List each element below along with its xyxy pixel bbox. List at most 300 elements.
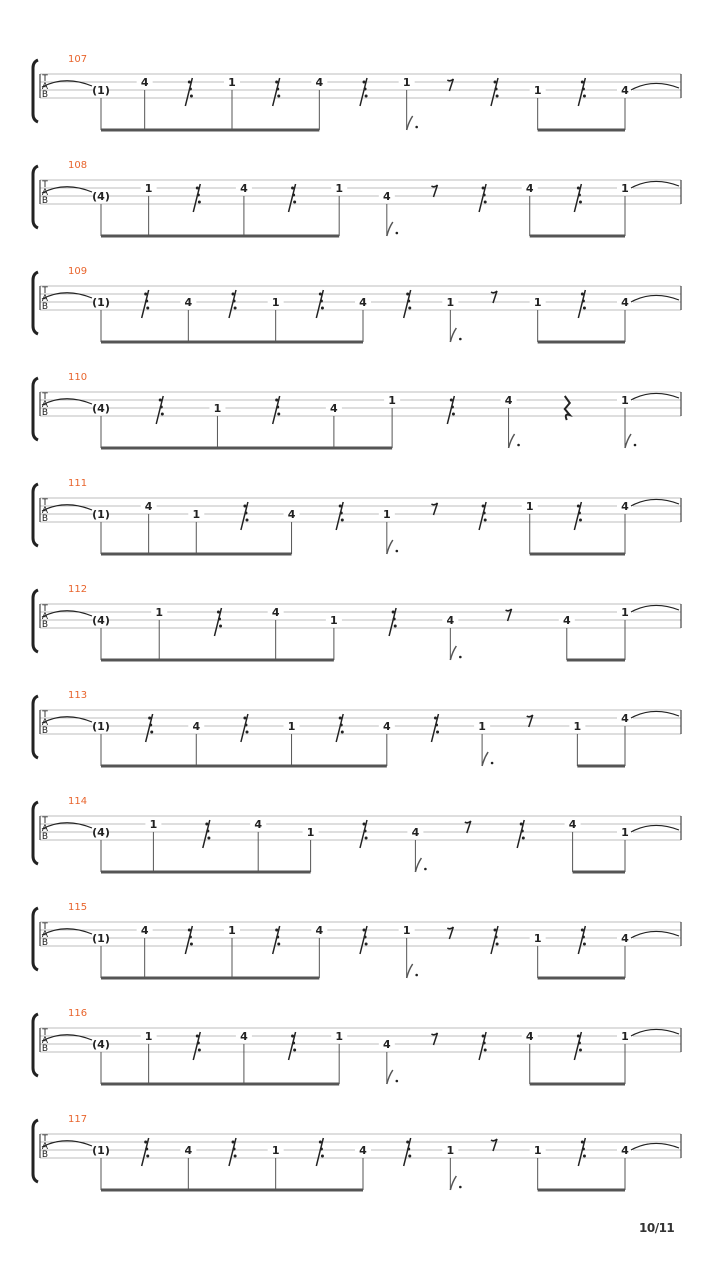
measure-number: 110 xyxy=(68,372,88,383)
tab-clef-letter: A xyxy=(41,506,49,516)
rest-dot xyxy=(364,88,367,91)
rest-dot xyxy=(276,936,279,939)
dot xyxy=(415,126,418,129)
tab-clef-letter: T xyxy=(42,392,48,402)
rest-dot xyxy=(190,95,193,98)
fret-number: 1 xyxy=(478,720,486,733)
rest-dot xyxy=(292,194,295,197)
rest-8 xyxy=(431,1033,437,1045)
rest-dot xyxy=(365,837,368,840)
rest-dot xyxy=(363,81,366,84)
tie-out xyxy=(631,295,679,302)
dot xyxy=(459,656,462,659)
rest-dot xyxy=(583,307,586,310)
fret-number: 4 xyxy=(621,932,629,945)
measure-number: 108 xyxy=(68,160,88,171)
tab-clef-letter: T xyxy=(42,604,48,614)
rest-dot xyxy=(246,519,249,522)
rest-dot xyxy=(583,1155,586,1158)
rest-8 xyxy=(506,609,512,621)
tab-clef-letter: A xyxy=(41,612,49,622)
rest-dot xyxy=(495,936,498,939)
fret-number: 4 xyxy=(240,182,248,195)
rest-dot xyxy=(577,505,580,508)
fret-number: 4 xyxy=(144,500,153,513)
rest-dot xyxy=(217,611,220,614)
fret-number: 4 xyxy=(359,296,367,309)
tab-clef-letter: A xyxy=(41,82,49,92)
tab-clef-letter: B xyxy=(41,1150,49,1160)
dot xyxy=(415,974,418,977)
rest-dot xyxy=(277,413,280,416)
rest-8 xyxy=(527,715,533,727)
rest-dot xyxy=(406,1141,409,1144)
rest-dot xyxy=(232,293,235,296)
rest-dot xyxy=(198,201,201,204)
tab-clef-letter: A xyxy=(41,188,49,198)
rest-dot xyxy=(188,81,191,84)
rest-8 xyxy=(491,291,497,303)
system-bracket xyxy=(33,802,38,864)
note-flag xyxy=(509,434,515,448)
rest-dot xyxy=(365,943,368,946)
rest-dot xyxy=(219,625,222,628)
rest-dot xyxy=(452,413,455,416)
rest-dot xyxy=(275,399,278,402)
rest-dot xyxy=(233,1148,236,1151)
fret-number: (4) xyxy=(92,190,110,203)
fret-number: 4 xyxy=(562,614,571,627)
tab-clef-letter: T xyxy=(42,1028,48,1038)
rest-dot xyxy=(320,300,323,303)
tab-system xyxy=(33,478,681,554)
dot xyxy=(517,444,520,447)
rest-dot xyxy=(520,823,523,826)
fret-number: 1 xyxy=(271,296,280,309)
rest-dot xyxy=(581,81,584,84)
rest-dot xyxy=(291,187,294,190)
tie-out xyxy=(631,1029,679,1036)
rest-8 xyxy=(447,927,453,939)
rest-dot xyxy=(144,1141,147,1144)
system-bracket xyxy=(33,590,38,652)
system-bracket xyxy=(33,1014,38,1076)
rest-dot xyxy=(341,519,344,522)
rest-dot xyxy=(406,293,409,296)
tab-clef-letter: B xyxy=(41,408,49,418)
tie-out xyxy=(631,605,679,612)
rest-dot xyxy=(145,300,148,303)
rest-dot xyxy=(393,618,396,621)
rest-dot xyxy=(232,1141,235,1144)
rest-dot xyxy=(578,512,581,515)
rest-dot xyxy=(233,300,236,303)
tab-clef-letter: B xyxy=(41,302,49,312)
rest-dot xyxy=(363,929,366,932)
rest-dot xyxy=(579,201,582,204)
note-flag xyxy=(482,752,488,766)
rest-dot xyxy=(582,936,585,939)
rest-dot xyxy=(243,717,246,720)
rest-dot xyxy=(483,512,486,515)
rest-dot xyxy=(159,399,162,402)
rest-dot xyxy=(363,823,366,826)
fret-number: 4 xyxy=(315,924,324,937)
system-bracket xyxy=(33,378,38,440)
rest-dot xyxy=(579,1049,582,1052)
fret-number: 4 xyxy=(184,296,193,309)
tab-system xyxy=(33,266,681,342)
rest-dot xyxy=(218,618,221,621)
rest-dot xyxy=(161,413,164,416)
fret-number: (4) xyxy=(92,614,110,627)
fret-number: 4 xyxy=(382,190,391,203)
rest-dot xyxy=(341,731,344,734)
tab-system xyxy=(33,690,681,766)
rest-dot xyxy=(189,88,192,91)
fret-number: 4 xyxy=(140,924,149,937)
rest-dot xyxy=(206,830,209,833)
rest-dot xyxy=(292,1042,295,1045)
rest-dot xyxy=(581,1141,584,1144)
rest-dot xyxy=(190,943,193,946)
fret-number: 4 xyxy=(359,1144,367,1157)
fret-number: 1 xyxy=(402,76,411,89)
note-flag xyxy=(450,1176,456,1190)
rest-dot xyxy=(197,1042,200,1045)
dot xyxy=(396,1080,399,1083)
tab-clef-letter: B xyxy=(41,514,49,524)
dot xyxy=(396,550,399,553)
page-number: 10/11 xyxy=(639,1221,675,1235)
dot xyxy=(634,444,637,447)
rest-dot xyxy=(578,194,581,197)
fret-number: 1 xyxy=(388,394,396,407)
fret-number: 1 xyxy=(228,76,236,89)
rest-dot xyxy=(234,1155,237,1158)
rest-dot xyxy=(148,717,151,720)
tab-clef-letter: A xyxy=(41,930,49,940)
fret-number: (4) xyxy=(92,402,110,415)
fret-number: 1 xyxy=(335,1030,344,1043)
rest-dot xyxy=(451,406,454,409)
rest-dot xyxy=(144,293,147,296)
rest-dot xyxy=(146,307,149,310)
tab-system xyxy=(33,54,681,130)
tie-out xyxy=(631,711,679,718)
tab-system xyxy=(33,1008,681,1084)
tab-clef-letter: A xyxy=(41,824,49,834)
fret-number: (1) xyxy=(92,932,110,945)
measure-number: 114 xyxy=(68,796,88,807)
tab-system xyxy=(33,1114,681,1190)
rest-dot xyxy=(340,512,343,515)
rest-dot xyxy=(482,1035,485,1038)
fret-number: 4 xyxy=(271,606,280,619)
fret-number: 4 xyxy=(184,1144,193,1157)
system-bracket xyxy=(33,166,38,228)
rest-dot xyxy=(583,943,586,946)
measure-number: 111 xyxy=(68,478,88,489)
rest-dot xyxy=(494,81,497,84)
system-bracket xyxy=(33,908,38,970)
measure-number: 117 xyxy=(68,1114,88,1125)
rest-dot xyxy=(205,823,208,826)
rest-dot xyxy=(293,201,296,204)
tab-clef-letter: A xyxy=(41,718,49,728)
fret-number: 4 xyxy=(525,182,534,195)
tab-system xyxy=(33,584,681,660)
rest-dot xyxy=(321,307,324,310)
rest-dot xyxy=(484,519,487,522)
rest-dot xyxy=(275,929,278,932)
fret-number: 1 xyxy=(446,1144,455,1157)
fret-number: 1 xyxy=(330,614,338,627)
rest-dot xyxy=(188,929,191,932)
fret-number: 1 xyxy=(271,1144,280,1157)
fret-number: 4 xyxy=(240,1030,248,1043)
fret-number: 1 xyxy=(306,826,315,839)
fret-number: 4 xyxy=(140,76,149,89)
tie-out xyxy=(631,83,679,90)
rest-dot xyxy=(244,724,247,727)
note-flag xyxy=(407,964,413,978)
measure-number: 115 xyxy=(68,902,88,913)
fret-number: (4) xyxy=(92,1038,110,1051)
fret-number: 1 xyxy=(533,932,542,945)
rest-dot xyxy=(189,936,192,939)
fret-number: 1 xyxy=(149,818,158,831)
rest-dot xyxy=(522,837,525,840)
tab-clef-letter: T xyxy=(42,922,48,932)
rest-dot xyxy=(484,1049,487,1052)
fret-number: 1 xyxy=(228,924,236,937)
rest-dot xyxy=(577,187,580,190)
tab-clef-letter: B xyxy=(41,832,49,842)
measure-number: 113 xyxy=(68,690,88,701)
rest-dot xyxy=(521,830,524,833)
fret-number: 1 xyxy=(155,606,164,619)
dot xyxy=(459,338,462,341)
fret-number: 4 xyxy=(621,84,629,97)
rest-dot xyxy=(482,505,485,508)
tie-out xyxy=(631,825,679,832)
fret-number: 4 xyxy=(315,76,324,89)
fret-number: 1 xyxy=(533,1144,542,1157)
rest-dot xyxy=(364,936,367,939)
fret-number: 1 xyxy=(573,720,582,733)
tab-system xyxy=(33,372,681,448)
rest-dot xyxy=(436,731,439,734)
fret-number: 1 xyxy=(621,182,629,195)
rest-dot xyxy=(484,201,487,204)
dot xyxy=(459,1186,462,1189)
rest-dot xyxy=(394,625,397,628)
rest-dot xyxy=(149,724,152,727)
dot xyxy=(424,868,427,871)
tab-clef-letter: T xyxy=(42,286,48,296)
tab-system xyxy=(33,160,681,236)
measure-number: 112 xyxy=(68,584,88,595)
rest-dot xyxy=(434,717,437,720)
rest-dot xyxy=(583,95,586,98)
tab-system xyxy=(33,796,681,872)
rest-dot xyxy=(145,1148,148,1151)
rest-dot xyxy=(496,95,499,98)
tab-clef-letter: T xyxy=(42,710,48,720)
rest-dot xyxy=(365,95,368,98)
rest-dot xyxy=(579,519,582,522)
rest-dot xyxy=(364,830,367,833)
fret-number: 1 xyxy=(621,826,629,839)
note-flag xyxy=(625,434,631,448)
rest-dot xyxy=(276,88,279,91)
fret-number: 4 xyxy=(621,1144,629,1157)
fret-number: 4 xyxy=(504,394,513,407)
fret-number: 1 xyxy=(144,182,153,195)
rest-dot xyxy=(339,505,342,508)
rest-dot xyxy=(494,929,497,932)
rest-8 xyxy=(491,1139,497,1151)
tab-clef-letter: A xyxy=(41,1142,49,1152)
note-flag xyxy=(407,116,413,130)
fret-number: 1 xyxy=(533,84,542,97)
note-flag xyxy=(387,1070,393,1084)
fret-number: 1 xyxy=(287,720,296,733)
rest-dot xyxy=(408,1155,411,1158)
rest-dot xyxy=(198,1049,201,1052)
fret-number: 1 xyxy=(621,1030,629,1043)
fret-number: (4) xyxy=(92,826,110,839)
fret-number: 4 xyxy=(411,826,420,839)
tab-clef-letter: B xyxy=(41,938,49,948)
fret-number: (1) xyxy=(92,84,110,97)
fret-number: 4 xyxy=(254,818,263,831)
rest-dot xyxy=(321,1155,324,1158)
tab-clef-letter: B xyxy=(41,196,49,206)
rest-dot xyxy=(581,293,584,296)
tie-out xyxy=(631,1143,679,1150)
rest-dot xyxy=(407,300,410,303)
fret-number: 1 xyxy=(335,182,344,195)
rest-dot xyxy=(582,88,585,91)
tie-out xyxy=(631,499,679,506)
fret-number: 1 xyxy=(621,394,629,407)
tab-system xyxy=(33,902,681,978)
system-bracket xyxy=(33,272,38,334)
rest-dot xyxy=(495,88,498,91)
measure-number: 109 xyxy=(68,266,88,277)
rest-dot xyxy=(160,406,163,409)
tie-out xyxy=(631,393,679,400)
measure-number: 107 xyxy=(68,54,88,65)
fret-number: 1 xyxy=(446,296,455,309)
note-flag xyxy=(387,540,393,554)
rest-dot xyxy=(408,307,411,310)
note-flag xyxy=(450,328,456,342)
rest-dot xyxy=(450,399,453,402)
rest-dot xyxy=(582,1148,585,1151)
fret-number: 1 xyxy=(402,924,411,937)
tab-clef-letter: T xyxy=(42,816,48,826)
note-flag xyxy=(450,646,456,660)
fret-number: (1) xyxy=(92,720,110,733)
rest-dot xyxy=(320,1148,323,1151)
rest-dot xyxy=(578,1042,581,1045)
rest-dot xyxy=(577,1035,580,1038)
fret-number: 4 xyxy=(621,500,629,513)
rest-dot xyxy=(150,731,153,734)
fret-number: 4 xyxy=(568,818,577,831)
rest-dot xyxy=(319,1141,322,1144)
fret-number: 1 xyxy=(533,296,542,309)
fret-number: 4 xyxy=(446,614,455,627)
rest-dot xyxy=(483,194,486,197)
rest-dot xyxy=(207,837,210,840)
rest-dot xyxy=(483,1042,486,1045)
system-bracket xyxy=(33,60,38,122)
fret-number: 4 xyxy=(192,720,201,733)
rest-dot xyxy=(243,505,246,508)
rest-dot xyxy=(276,406,279,409)
fret-number: 1 xyxy=(144,1030,153,1043)
fret-number: 1 xyxy=(525,500,534,513)
fret-number: 1 xyxy=(192,508,201,521)
rest-dot xyxy=(581,929,584,932)
rest-8 xyxy=(465,821,471,833)
tab-clef-letter: T xyxy=(42,498,48,508)
fret-number: (1) xyxy=(92,508,110,521)
fret-number: 1 xyxy=(621,606,629,619)
rest-dot xyxy=(246,731,249,734)
fret-number: 1 xyxy=(382,508,391,521)
tab-clef-letter: A xyxy=(41,400,49,410)
rest-dot xyxy=(496,943,499,946)
tie-out xyxy=(631,931,679,938)
rest-dot xyxy=(234,307,237,310)
rest-dot xyxy=(277,95,280,98)
rest-dot xyxy=(197,194,200,197)
rest-dot xyxy=(146,1155,149,1158)
rest-dot xyxy=(196,1035,199,1038)
rest-dot xyxy=(435,724,438,727)
rest-dot xyxy=(291,1035,294,1038)
fret-number: (1) xyxy=(92,1144,110,1157)
rest-dot xyxy=(339,717,342,720)
rest-8 xyxy=(431,185,437,197)
tab-clef-letter: B xyxy=(41,1044,49,1054)
rest-dot xyxy=(319,293,322,296)
tab-clef-letter: B xyxy=(41,90,49,100)
tab-clef-letter: A xyxy=(41,1036,49,1046)
rest-8 xyxy=(431,503,437,515)
note-flag xyxy=(415,858,421,872)
rest-8 xyxy=(447,79,453,91)
fret-number: 4 xyxy=(287,508,296,521)
tab-clef-letter: T xyxy=(42,1134,48,1144)
rest-dot xyxy=(277,943,280,946)
dot xyxy=(396,232,399,235)
rest-dot xyxy=(196,187,199,190)
tie-out xyxy=(631,181,679,188)
system-bracket xyxy=(33,484,38,546)
rest-dot xyxy=(392,611,395,614)
fret-number: 4 xyxy=(621,712,629,725)
fret-number: 4 xyxy=(382,720,391,733)
rest-dot xyxy=(293,1049,296,1052)
fret-number: 4 xyxy=(525,1030,534,1043)
tab-clef-letter: B xyxy=(41,726,49,736)
